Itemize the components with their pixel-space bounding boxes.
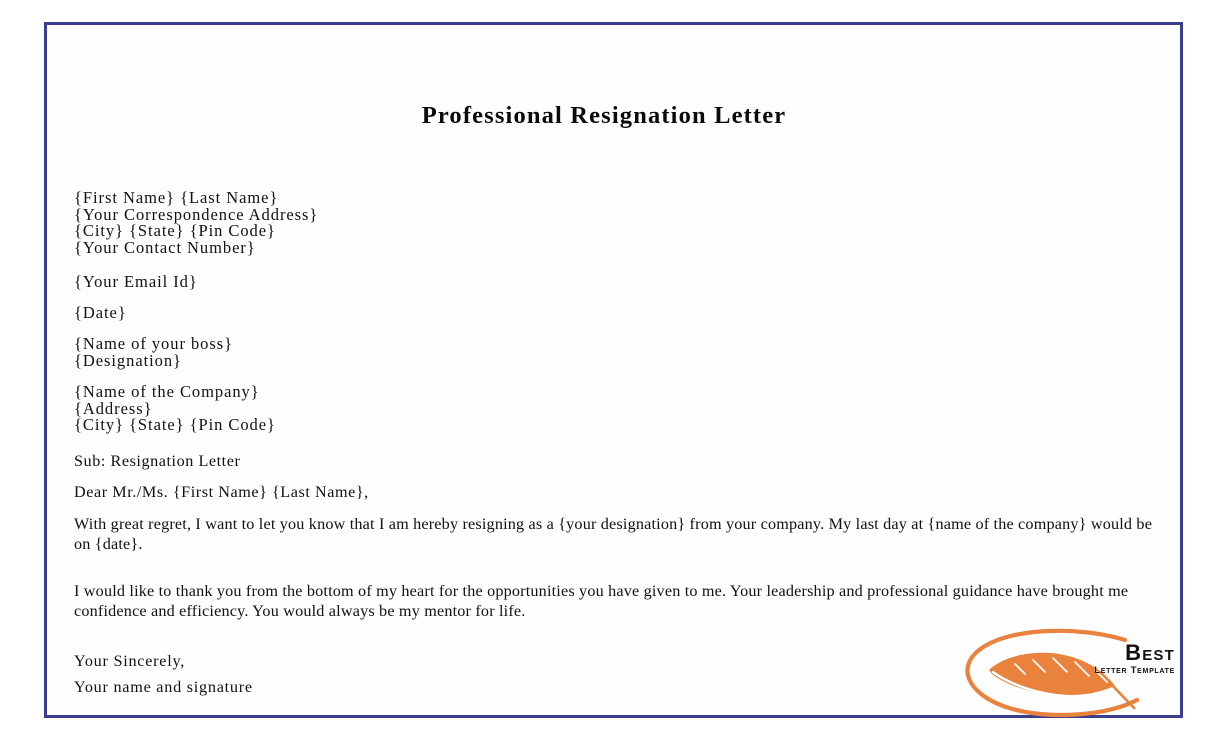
letter-content-area [74, 26, 1164, 714]
sender-address-block [74, 190, 318, 256]
subject-line: Sub: Resignation Letter [74, 452, 241, 470]
body-paragraph-1: With great regret, I want to let you know that I am hereby resigning as a {your designation} from your company. My last day at {name of the company} would be on {date}. [74, 515, 1153, 553]
sender-email-line: {Your Email Id} [74, 272, 198, 291]
sender-name-line: {First Name} {Last Name} [74, 188, 279, 207]
letter-document-frame [44, 22, 1183, 718]
recipient-person-block [74, 336, 233, 369]
sender-address-line: {Your Correspondence Address} [74, 204, 319, 224]
letter-page [47, 25, 1180, 715]
closing-salutation: Your Sincerely, [74, 652, 186, 670]
recipient-designation-line: {Designation} [74, 350, 182, 370]
page-title: Professional Resignation Letter [421, 102, 787, 129]
brand-tagline-text: Letter Template [1094, 665, 1175, 676]
recipient-company-block [74, 384, 276, 434]
letter-date-line: {Date} [74, 303, 127, 322]
letter-date-block [74, 305, 127, 322]
sender-phone-line: {Your Contact Number} [74, 237, 256, 257]
company-address-line: {Address} [74, 398, 153, 418]
sender-email-block [74, 274, 198, 291]
brand-name-text: Best [1125, 640, 1175, 665]
company-city-line: {City} {State} {Pin Code} [74, 415, 276, 435]
brand-wordmark [1094, 642, 1175, 676]
sender-city-line: {City} {State} {Pin Code} [74, 221, 276, 241]
brand-watermark-logo [929, 622, 1179, 726]
company-name-line: {Name of the Company} [74, 382, 260, 401]
salutation-line: Dear Mr./Ms. {First Name} {Last Name}, [74, 483, 369, 501]
body-paragraph-2: I would like to thank you from the bottom of my heart for the opportunities you have given to me. Your leadership and professional guidance have brought me confidence and efficiency. You would always be my mentor for life. [74, 582, 1129, 620]
recipient-name-line: {Name of your boss} [74, 334, 233, 353]
closing-signature-line: Your name and signature [74, 678, 253, 696]
